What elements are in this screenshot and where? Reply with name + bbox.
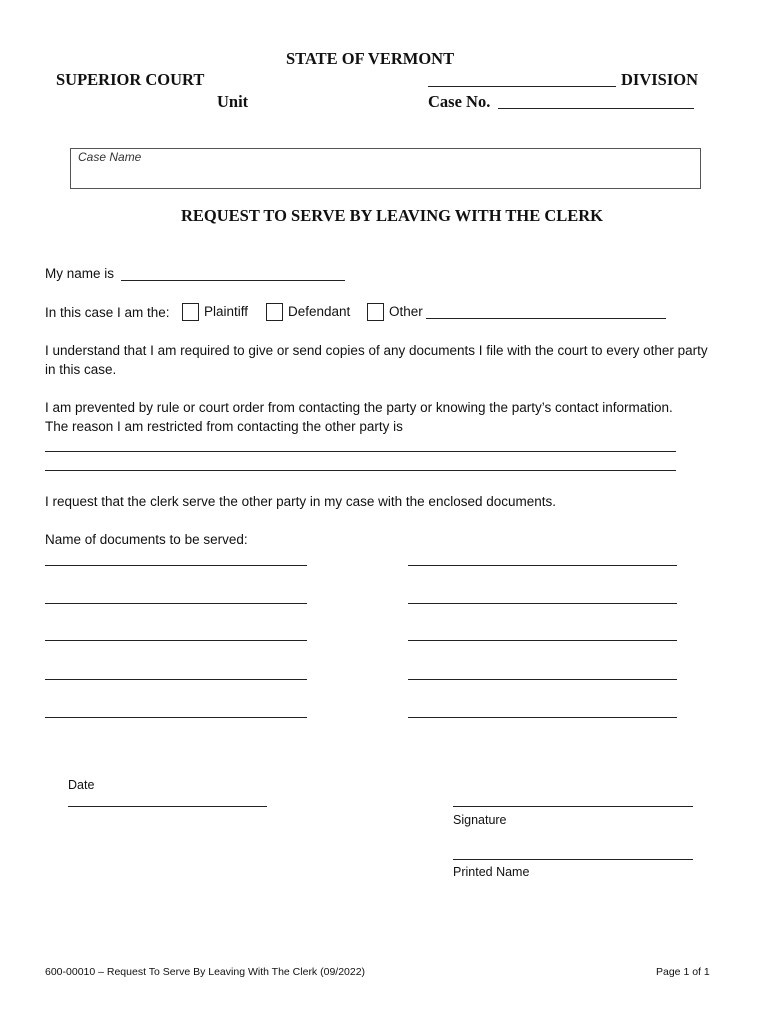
document-field-5[interactable] [45, 717, 307, 718]
plaintiff-checkbox[interactable] [182, 303, 199, 321]
defendant-checkbox[interactable] [266, 303, 283, 321]
case-name-label: Case Name [78, 150, 142, 164]
document-field-10[interactable] [408, 717, 677, 718]
signature-label: Signature [453, 813, 507, 827]
paragraph-restricted-line1: I am prevented by rule or court order from contacting the party or knowing the party’s contact information. [45, 400, 673, 415]
role-label: In this case I am the: [45, 305, 170, 320]
plaintiff-label: Plaintiff [204, 304, 249, 319]
other-checkbox[interactable] [367, 303, 384, 321]
defendant-label: Defendant [288, 304, 351, 319]
case-no-field[interactable] [498, 108, 694, 109]
document-field-8[interactable] [408, 640, 677, 641]
date-field[interactable] [68, 806, 267, 807]
form-title: REQUEST TO SERVE BY LEAVING WITH THE CLERK [181, 206, 603, 225]
printed-name-field[interactable] [453, 859, 693, 860]
other-label: Other [389, 304, 423, 319]
document-field-1[interactable] [45, 565, 307, 566]
document-field-7[interactable] [408, 603, 677, 604]
document-field-9[interactable] [408, 679, 677, 680]
form-id: 600-00010 – Request To Serve By Leaving With The Clerk (09/2022) [45, 966, 366, 978]
defendant-checkbox-group[interactable] [266, 302, 350, 321]
case-no-label: Case No. [428, 92, 491, 111]
paragraph-copies: I understand that I am required to give or send copies of any documents I file with the court to every other party in this case. [45, 343, 708, 377]
printed-name-label: Printed Name [453, 865, 530, 879]
court-heading: SUPERIOR COURT [56, 70, 205, 89]
document-field-3[interactable] [45, 640, 307, 641]
document-field-4[interactable] [45, 679, 307, 680]
page-number: Page 1 of 1 [656, 966, 710, 978]
other-checkbox-group[interactable] [367, 302, 423, 321]
request-text: I request that the clerk serve the other party in my case with the enclosed documents. [45, 494, 557, 509]
reason-line-2[interactable] [45, 470, 676, 471]
signature-field[interactable] [453, 806, 693, 807]
unit-label: Unit [217, 92, 249, 111]
paragraph-restricted-line2: The reason I am restricted from contacting the other party is [45, 419, 403, 434]
state-heading: STATE OF VERMONT [286, 49, 455, 68]
case-name-box[interactable] [70, 148, 701, 189]
document-field-6[interactable] [408, 565, 677, 566]
date-label: Date [68, 778, 95, 792]
plaintiff-checkbox-group[interactable] [182, 302, 248, 321]
other-field[interactable] [426, 318, 666, 319]
reason-line-1[interactable] [45, 451, 676, 452]
documents-label: Name of documents to be served: [45, 532, 248, 547]
division-label: DIVISION [621, 70, 699, 89]
name-label: My name is [45, 266, 115, 281]
name-field[interactable] [121, 280, 345, 281]
document-field-2[interactable] [45, 603, 307, 604]
division-field[interactable] [428, 86, 616, 87]
